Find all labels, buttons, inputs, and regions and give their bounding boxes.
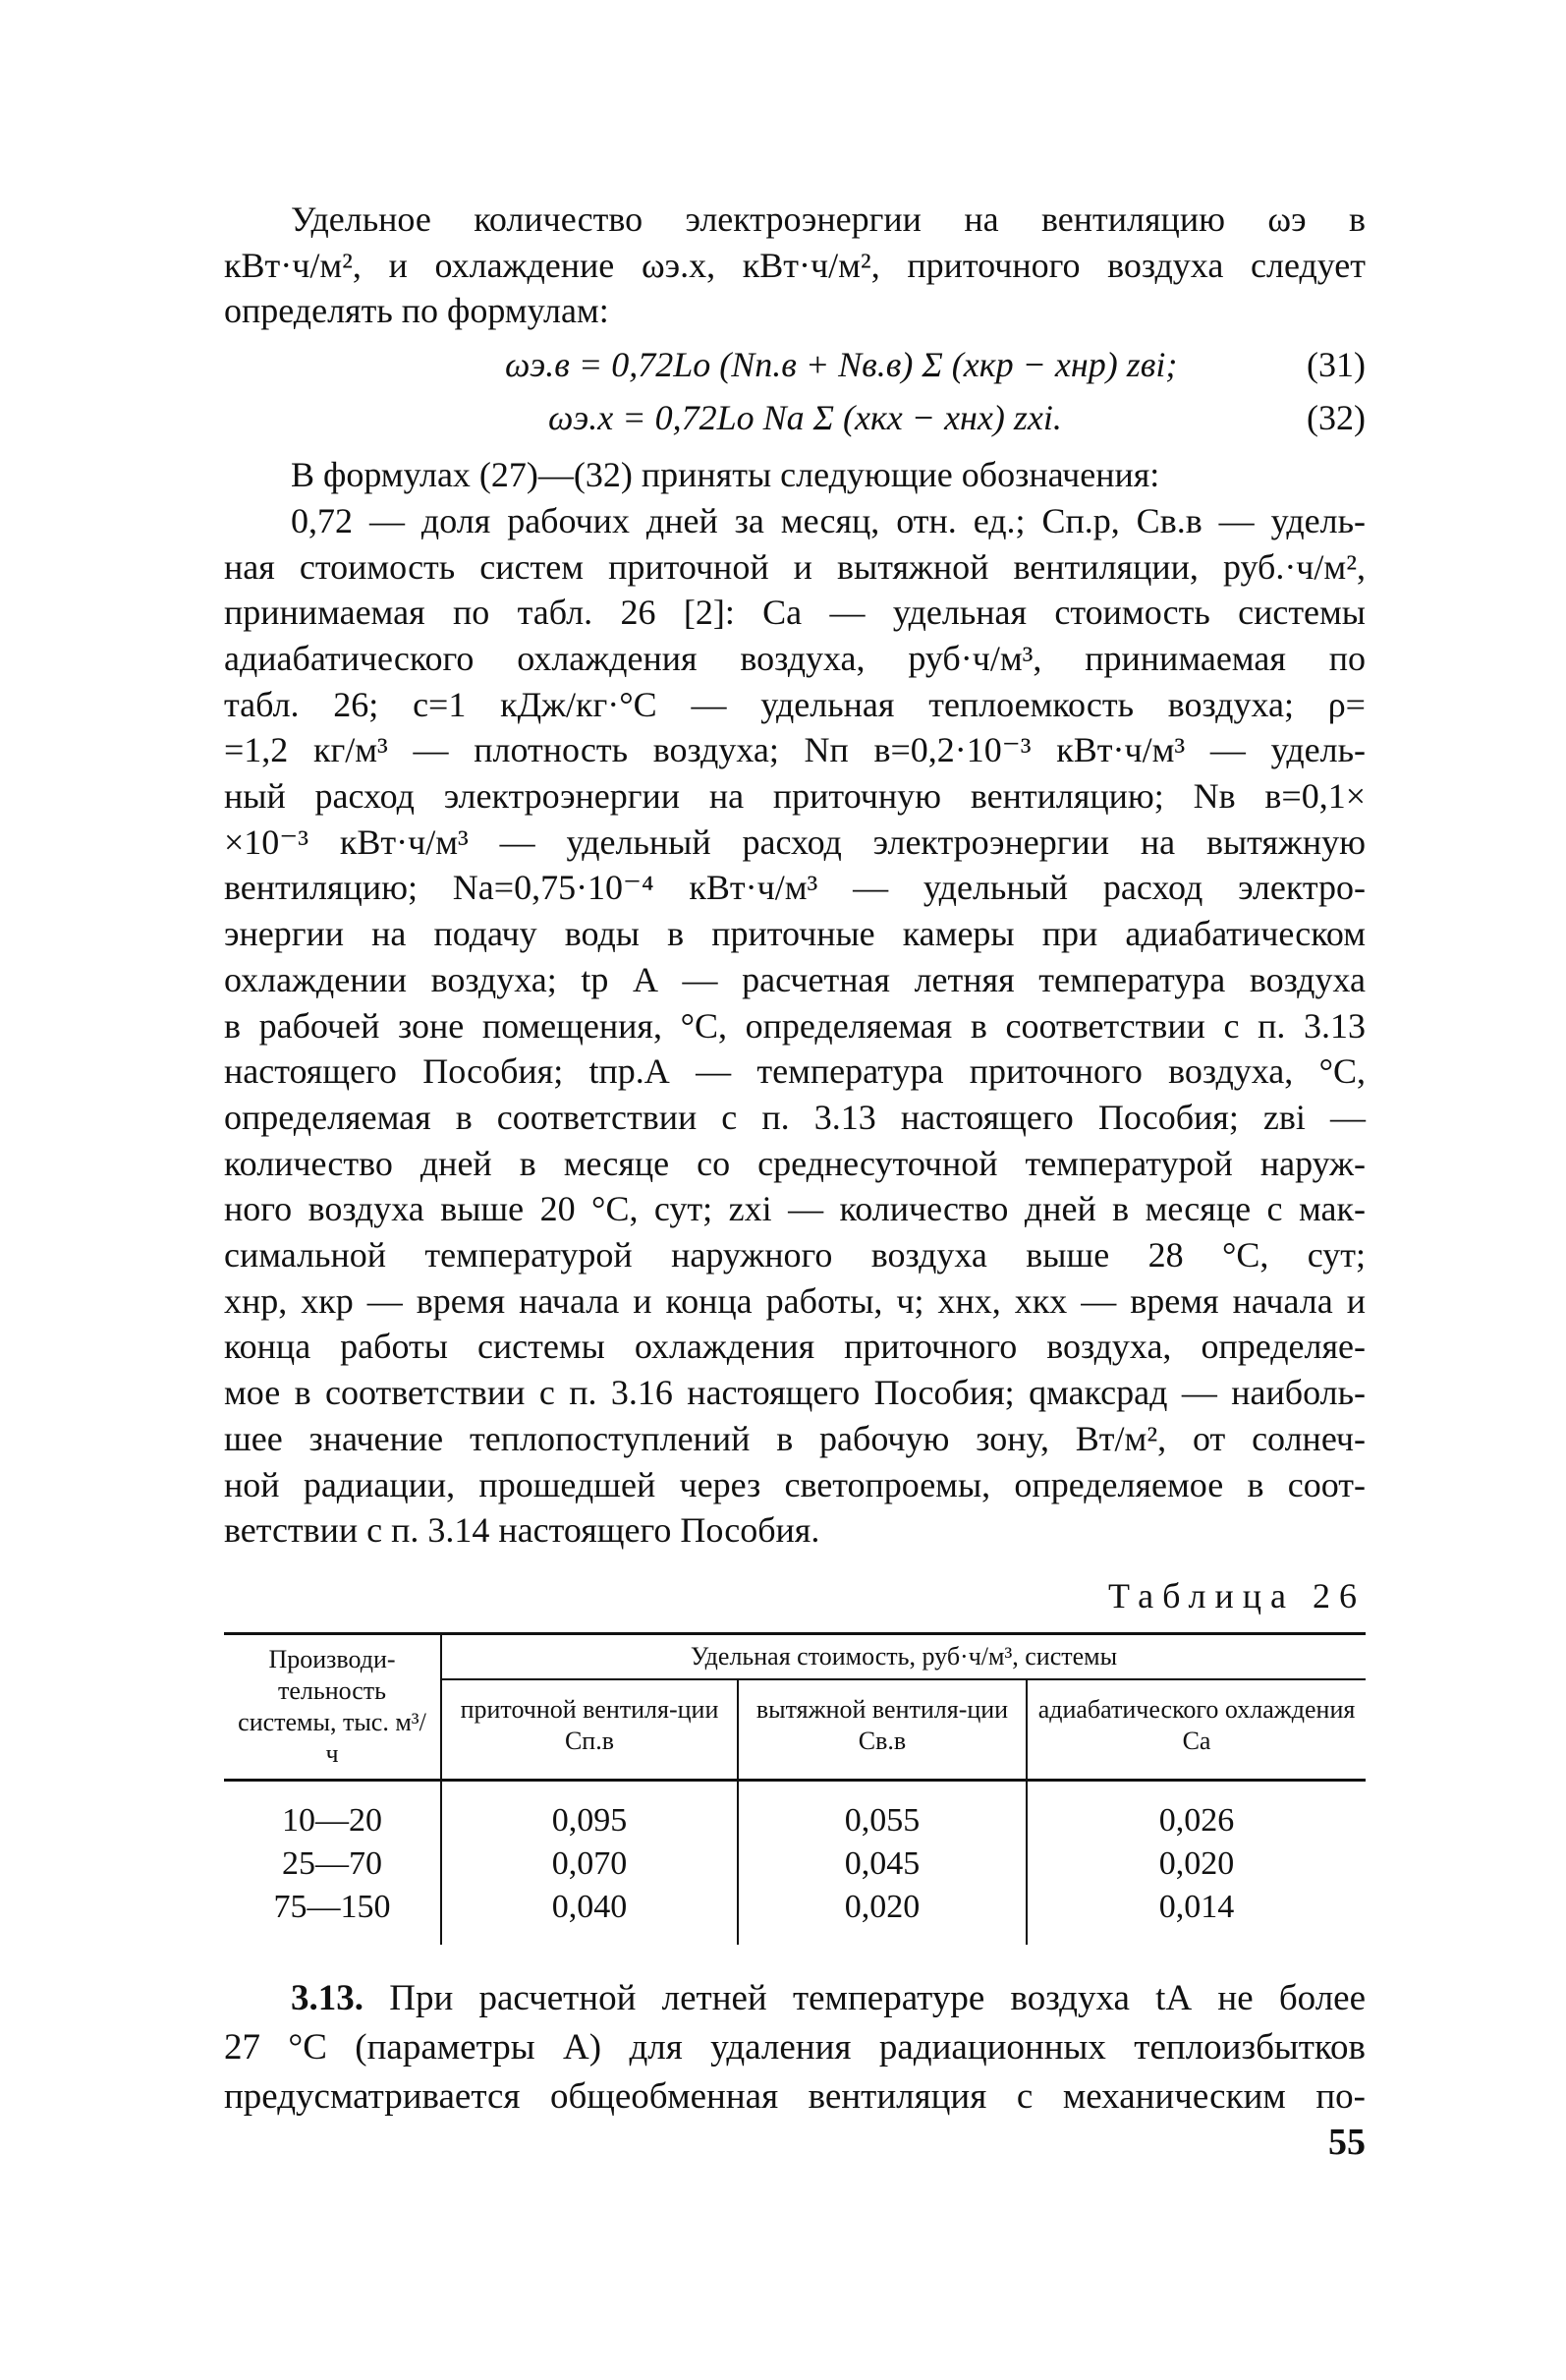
cost-table [224,1632,1366,1945]
table-cell: 0,040 [441,1886,738,1945]
section-3-13 [224,1974,1366,2122]
formula-number: (31) [1307,345,1366,385]
text-line: В формулах (27)—(32) приняты следующие обозначения: [291,455,1160,495]
text-line: адиабатического охлаждения воздуха, руб·ч/м³, принимаемая по [224,638,1366,678]
table-cell: 75—150 [273,1888,391,1925]
table-cell: 0,020 [738,1886,1027,1945]
table-cell: 0,095 [441,1780,738,1842]
header-supply: приточной вентиля-ции Cп.в [441,1679,738,1781]
text-line: охлаждении воздуха; tр А — расчетная летняя температура воздуха [224,959,1366,999]
header-exhaust: вытяжной вентиля-ции Cв.в [738,1679,1027,1781]
page-number: 55 [1328,2122,1366,2163]
table-row [224,1780,1366,1842]
page-content [224,197,1366,2122]
text-line: ного воздуха выше 20 °С, сут; zxi — количество дней в месяце с мак- [224,1189,1366,1229]
table-cell: 10—20 [282,1801,382,1839]
formula-31 [224,338,1366,391]
section-text: При расчетной летней температуре воздуха tА не более [389,1977,1367,2018]
table-cell: 0,026 [1027,1780,1366,1842]
table-cell: 0,045 [738,1842,1027,1886]
header-adiabatic: адиабатического охлаждения Cа [1027,1679,1366,1781]
table-cell: 0,055 [738,1780,1027,1842]
text-line: =1,2 кг/м³ — плотность воздуха; Nп в=0,2·10⁻³ кВт·ч/м³ — удель- [224,730,1366,770]
text-line: xнр, xкр — время начала и конца работы, ч; xнx, xкx — время начала и [224,1280,1366,1321]
table-row [224,1842,1366,1886]
text-line: настоящего Пособия; tпр.А — температура приточного воздуха, °С, [224,1051,1366,1092]
table-cell: 25—70 [282,1844,382,1882]
section-number: 3.13. [291,1977,364,2018]
table-cell: 0,014 [1027,1886,1366,1945]
formula-expression: ωэ.х = 0,72Lо Nа Σ (xкx − xнx) zxi. [548,398,1062,438]
text-line: ный расход электроэнергии на приточную вентиляцию; Nв в=0,1× [224,776,1366,817]
text-line: вентиляцию; Nа=0,75·10⁻⁴ кВт·ч/м³ — удельный расход электро- [224,868,1366,908]
text-line: 0,72 — доля рабочих дней за месяц, отн. ед.; Cп.р, Cв.в — удель- [291,500,1366,540]
text-line [224,1974,1366,2023]
text-line: шее значение теплопоступлений в рабочую зону, Вт/м², от солнеч- [224,1418,1366,1458]
text-line: количество дней в месяце со среднесуточной температурой наруж- [224,1143,1366,1183]
text-line: принимаемая по табл. 26 [2]: Cа — удельная стоимость системы [224,593,1366,633]
intro-paragraph [224,197,1366,334]
text-line: ная стоимость систем приточной и вытяжной вентиляции, руб.·ч/м², [224,546,1366,587]
text-line: определять по формулам: [224,291,609,331]
text-line: в рабочей зоне помещения, °С, определяемая в соответствии с п. 3.13 [224,1005,1366,1046]
text-line: предусматривается общеобменная вентиляция с механическим по- [224,2075,1366,2117]
text-line: энергии на подачу воды в приточные камеры при адиабатическом [224,914,1366,954]
text-line: ной радиации, прошедшей через светопроемы, определяемое в соот- [224,1464,1366,1504]
text-line: симальной температурой наружного воздуха выше 28 °С, сут; [224,1235,1366,1275]
table-row [224,1886,1366,1945]
text-line: определяемая в соответствии с п. 3.13 настоящего Пособия; zвi — [224,1097,1366,1137]
formula-expression: ωэ.в = 0,72Lо (Nп.в + Nв.в) Σ (xкр − xнр) zвi; [505,345,1178,385]
text-line: ×10⁻³ кВт·ч/м³ — удельный расход электроэнергии на вытяжную [224,822,1366,862]
text-line: 27 °С (параметры А) для удаления радиационных теплоизбытков [224,2026,1366,2068]
text-line: ветствии с п. 3.14 настоящего Пособия. [224,1510,820,1551]
table-cell: 0,070 [441,1842,738,1886]
legend-paragraph [224,452,1366,1554]
table-caption: Таблица 26 [1108,1575,1366,1615]
header-group: Удельная стоимость, руб·ч/м³, системы [441,1633,1366,1679]
formula-number: (32) [1307,398,1366,438]
text-line: табл. 26; c=1 кДж/кг·°С — удельная теплоемкость воздуха; ρ= [224,684,1366,724]
text-line: кВт·ч/м², и охлаждение ωэ.х, кВт·ч/м², приточного воздуха следует [224,245,1366,285]
text-line: мое в соответствии с п. 3.16 настоящего Пособия; qмаксрад — наиболь- [224,1373,1366,1413]
text-line: Удельное количество электроэнергии на вентиляцию ωэ в [291,199,1366,239]
table-cell: 0,020 [1027,1842,1366,1886]
header-capacity: Производи-тельность системы, тыс. м³/ч [224,1633,441,1780]
text-line: конца работы системы охлаждения приточного воздуха, определяе- [224,1327,1366,1367]
formula-32 [224,391,1366,444]
